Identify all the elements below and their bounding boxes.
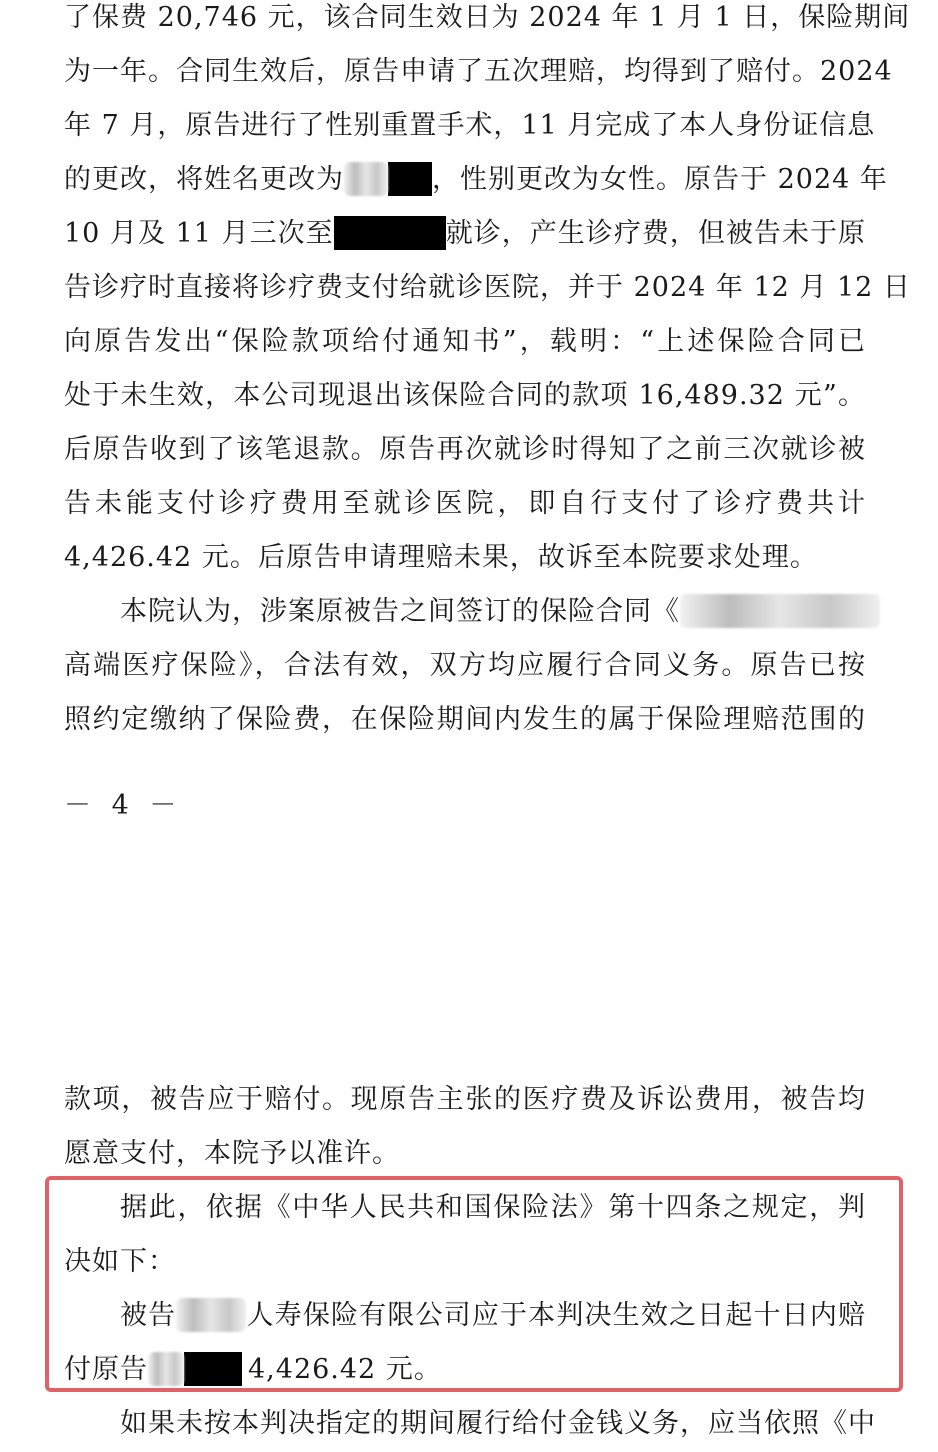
text-fragment: 的更改，将姓名更改为 — [64, 164, 344, 195]
redacted-name-black — [388, 162, 432, 196]
text-fragment: 就诊，产生诊疗费，但被告未于原 — [445, 218, 867, 249]
judgment-line — [120, 1294, 866, 1338]
text-line — [64, 212, 866, 256]
text-fragment: 4,426.42 元。 — [248, 1354, 442, 1385]
text-line — [64, 158, 888, 202]
text-fragment: ，性别更改为女性。原告于 2024 年 — [432, 164, 888, 195]
text-line: 告诊疗时直接将诊疗费支付给就诊医院，并于 2024 年 12 月 12 日 — [64, 272, 911, 303]
text-fragment: 人寿保险有限公司应于本判决生效之日起十日内赔 — [246, 1300, 867, 1331]
text-line: 款项，被告应于赔付。现原告主张的医疗费及诉讼费用，被告均 — [64, 1084, 866, 1115]
text-fragment: 被告 — [120, 1300, 177, 1331]
text-fragment: 本院认为，涉案原被告之间签订的保险合同《 — [120, 596, 680, 627]
text-fragment: 付原告 — [64, 1354, 148, 1385]
text-line — [120, 590, 866, 634]
judgment-line: 据此，依据《中华人民共和国保险法》第十四条之规定，判 — [120, 1192, 866, 1223]
text-line: 如果未按本判决指定的期间履行给付金钱义务，应当依照《中 — [120, 1408, 876, 1439]
text-line: 照约定缴纳了保险费，在保险期间内发生的属于保险理赔范围的 — [64, 704, 866, 735]
text-line: 为一年。合同生效后，原告申请了五次理赔，均得到了赔付。2024 — [64, 56, 893, 87]
redacted-hospital — [334, 216, 446, 250]
redacted-product-name — [680, 594, 880, 628]
text-line: 向原告发出“保险款项给付通知书”，载明：“上述保险合同已 — [64, 326, 866, 357]
redacted-company-name — [176, 1298, 246, 1332]
text-line: 高端医疗保险》，合法有效，双方均应履行合同义务。原告已按 — [64, 650, 866, 681]
redacted-plaintiff-blur — [148, 1352, 184, 1386]
judgment-line: 决如下： — [64, 1246, 176, 1277]
judgment-line — [64, 1348, 866, 1392]
text-line: 了保费 20,746 元，该合同生效日为 2024 年 1 月 1 日，保险期间 — [64, 2, 911, 33]
text-line: 后原告收到了该笔退款。原告再次就诊时得知了之前三次就诊被 — [64, 434, 866, 465]
text-line: 年 7 月，原告进行了性别重置手术，11 月完成了本人身份证信息 — [64, 110, 876, 141]
page-number: － 4 － — [64, 790, 183, 821]
text-line: 4,426.42 元。后原告申请理赔未果，故诉至本院要求处理。 — [64, 542, 818, 573]
text-line: 处于未生效，本公司现退出该保险合同的款项 16,489.32 元”。 — [64, 380, 866, 411]
redacted-name-blur — [344, 162, 388, 196]
text-fragment: 10 月及 11 月三次至 — [64, 218, 334, 249]
text-line: 告未能支付诊疗费用至就诊医院，即自行支付了诊疗费共计 — [64, 488, 866, 519]
redacted-plaintiff-black — [184, 1352, 242, 1386]
text-line: 愿意支付，本院予以准许。 — [64, 1138, 400, 1169]
